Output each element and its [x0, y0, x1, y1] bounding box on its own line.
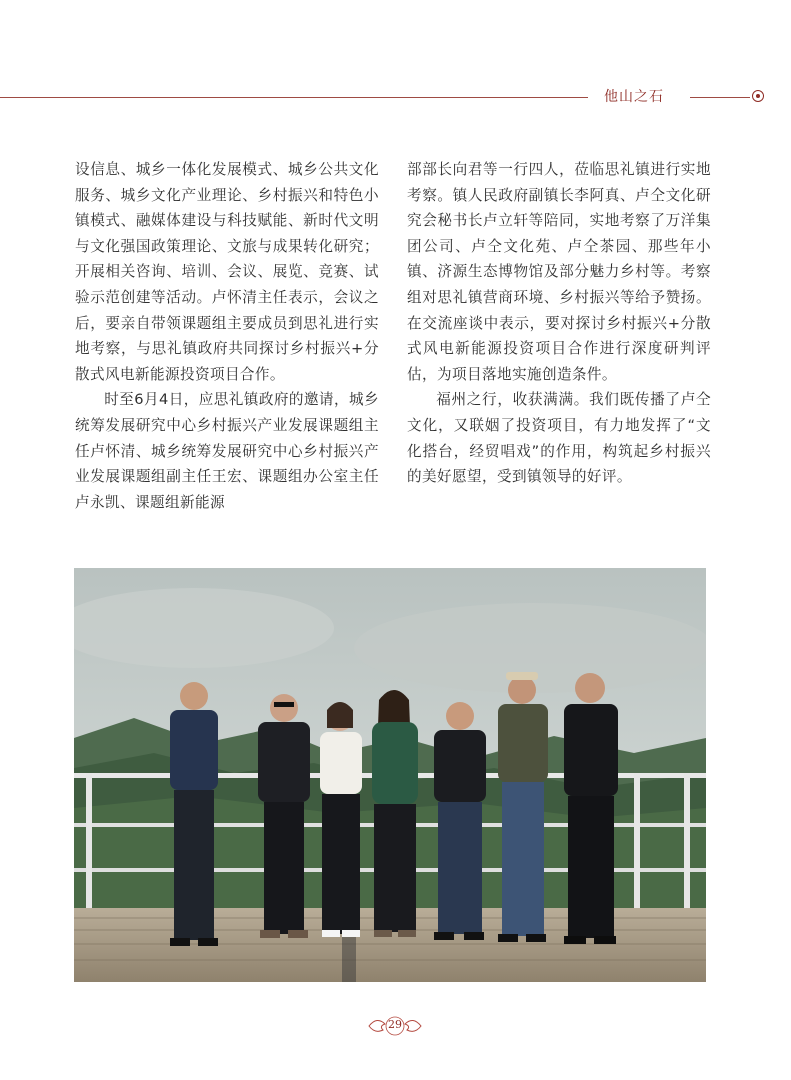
page-number: 29 [388, 1018, 402, 1031]
paragraph: 部部长向君等一行四人，莅临思礼镇进行实地考察。镇人民政府副镇长李阿真、卢仝文化研究会秘书长卢立轩等陪同，实地考察了万洋集团公司、卢仝文化苑、卢仝茶园、那些年小镇、济源生态博物馆及部分魅力乡村等。考察组对思礼镇营商环境、乡村振兴等给予赞扬。在交流座谈中表示，要对探讨乡村振兴+分散式风电新能源投资项目合作进行深度研判评估，为项目落地实施创造条件。 [407, 161, 711, 383]
target-circle-icon [752, 90, 764, 102]
article-column-left [75, 157, 379, 515]
group-photo-illustration [74, 568, 706, 982]
header-rule-right [690, 97, 750, 98]
article-column-right [407, 157, 711, 490]
group-photo [74, 568, 706, 982]
paragraph: 时至6月4日，应思礼镇政府的邀请，城乡统筹发展研究中心乡村振兴产业发展课题组主任卢怀清、城乡统筹发展研究中心乡村振兴产业发展课题组副主任王宏、课题组办公室主任卢永凯、课题组新能源 [75, 391, 379, 511]
header-rule-left [0, 97, 588, 98]
section-title: 他山之石 [604, 89, 664, 105]
paragraph: 设信息、城乡一体化发展模式、城乡公共文化服务、城乡文化产业理论、乡村振兴和特色小镇模式、融媒体建设与科技赋能、新时代文明与文化强国政策理论、文旅与成果转化研究；开展相关咨询、培训、会议、展览、竞赛、试验示范创建等活动。卢怀清主任表示，会议之后，要亲自带领课题组主要成员到思礼进行实地考察，与思礼镇政府共同探讨乡村振兴+分散式风电新能源投资项目合作。 [75, 161, 379, 383]
page-number-ornament [365, 1014, 425, 1038]
paragraph: 福州之行，收获满满。我们既传播了卢仝文化，又联姻了投资项目，有力地发挥了“文化搭台，经贸唱戏”的作用，构筑起乡村振兴的美好愿望，受到镇领导的好评。 [407, 391, 711, 486]
